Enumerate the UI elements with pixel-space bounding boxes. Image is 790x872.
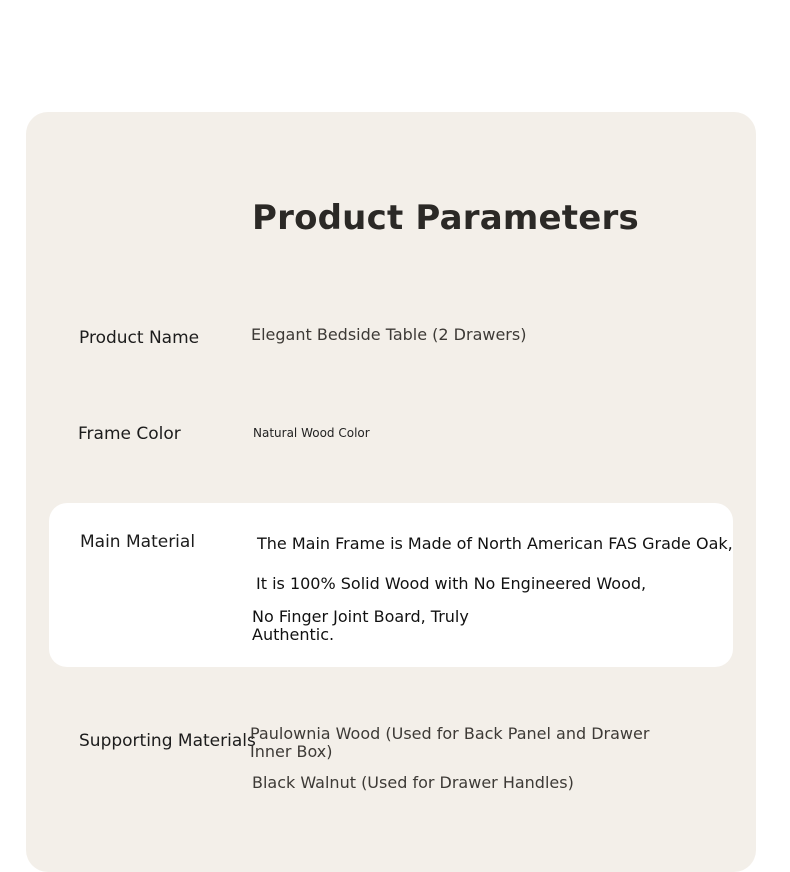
frame-color-value: Natural Wood Color bbox=[253, 426, 370, 440]
main-material-line: Authentic. bbox=[252, 625, 335, 644]
main-material-label: Main Material bbox=[80, 532, 196, 552]
supporting-material-line: Paulownia Wood (Used for Back Panel and Drawer bbox=[250, 724, 650, 743]
main-material-line: The Main Frame is Made of North American FAS Grade Oak, bbox=[257, 534, 733, 553]
product-name-value: Elegant Bedside Table (2 Drawers) bbox=[251, 325, 527, 344]
supporting-material-line: Black Walnut (Used for Drawer Handles) bbox=[252, 773, 574, 792]
page-title: Product Parameters bbox=[252, 198, 639, 238]
main-material-line: It is 100% Solid Wood with No Engineered Wood, bbox=[256, 574, 647, 593]
product-name-label: Product Name bbox=[79, 328, 200, 348]
frame-color-label: Frame Color bbox=[78, 424, 181, 444]
main-material-line: No Finger Joint Board, Truly bbox=[252, 607, 469, 626]
supporting-material-line: Inner Box) bbox=[250, 742, 333, 761]
supporting-materials-label: Supporting Materials bbox=[79, 731, 256, 751]
